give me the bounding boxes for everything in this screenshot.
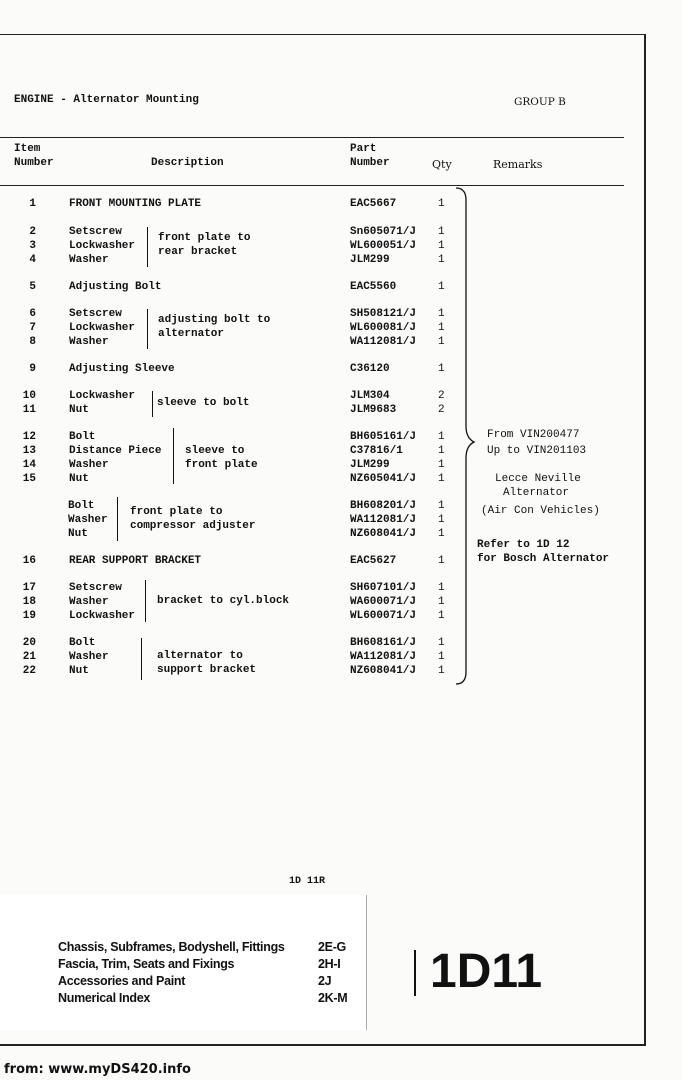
quantity: 1: [438, 198, 445, 210]
part-number: JLM299: [350, 459, 390, 471]
item-number: 1: [29, 198, 36, 210]
remark-text: (Air Con Vehicles): [481, 505, 600, 517]
col-part-2: Number: [350, 157, 390, 169]
group-note: alternator to: [157, 650, 243, 662]
item-description: Adjusting Sleeve: [69, 363, 175, 375]
col-item-1: Item: [14, 143, 41, 155]
table-row: [0, 473, 470, 487]
col-description: Description: [151, 157, 224, 169]
part-number: BH605161/J: [350, 431, 417, 443]
part-number: WL600051/J: [350, 240, 417, 252]
part-number: JLM9683: [350, 404, 397, 416]
part-number: WL600081/J: [350, 322, 417, 334]
item-number: 10: [22, 390, 36, 402]
item-description: Lockwasher: [69, 610, 136, 622]
quantity: 1: [438, 514, 445, 526]
group-note: front plate to: [130, 506, 223, 518]
header-rule-bottom: [0, 185, 624, 186]
item-description: Washer: [69, 459, 109, 471]
part-number: WL600071/J: [350, 610, 417, 622]
table-row: [0, 281, 470, 295]
item-description: Bolt: [69, 431, 96, 443]
part-number: Sn605071/J: [350, 226, 417, 238]
part-number: NZ605041/J: [350, 473, 417, 485]
item-description: Washer: [69, 254, 109, 266]
part-number: WA112081/J: [350, 336, 417, 348]
quantity: 1: [438, 651, 445, 663]
group-bar: [152, 391, 153, 417]
quantity: 1: [438, 637, 445, 649]
item-number: 22: [22, 665, 36, 677]
item-number: 13: [22, 445, 36, 457]
table-row: [0, 555, 470, 569]
item-number: 19: [22, 610, 36, 622]
footer-index-code: 2E-G: [318, 940, 346, 954]
quantity: 1: [438, 459, 445, 471]
group-note: support bracket: [157, 664, 257, 676]
page-title: ENGINE - Alternator Mounting: [14, 94, 199, 106]
remark-text: Alternator: [503, 487, 570, 499]
item-number: 15: [22, 473, 36, 485]
group-note: front plate to: [158, 232, 251, 244]
table-row: [0, 431, 470, 445]
item-number: 12: [22, 431, 36, 443]
group-bar: [147, 227, 148, 267]
group-note: compressor adjuster: [130, 520, 256, 532]
group-note: alternator: [158, 328, 225, 340]
item-number: 4: [29, 254, 36, 266]
item-number: 16: [22, 555, 36, 567]
table-row: [0, 336, 470, 350]
part-number: WA112081/J: [350, 514, 417, 526]
remark-text: From VIN200477: [487, 429, 580, 441]
part-number: SH607101/J: [350, 582, 417, 594]
item-number: 17: [22, 582, 36, 594]
part-number: C36120: [350, 363, 390, 375]
part-number: BH608161/J: [350, 637, 417, 649]
item-description: Lockwasher: [69, 240, 136, 252]
item-description: Lockwasher: [69, 322, 136, 334]
part-number: WA600071/J: [350, 596, 417, 608]
remark-text: Refer to 1D 12: [477, 539, 570, 551]
quantity: 1: [438, 322, 445, 334]
table-row: [0, 500, 470, 514]
part-number: EAC5627: [350, 555, 397, 567]
part-number: WA112081/J: [350, 651, 417, 663]
col-item-2: Number: [14, 157, 54, 169]
group-bar: [173, 428, 174, 484]
table-row: [0, 637, 470, 651]
remarks-brace-icon: [452, 186, 476, 686]
quantity: 1: [438, 473, 445, 485]
item-description: Nut: [69, 473, 89, 485]
item-number: 20: [22, 637, 36, 649]
page-reference: 1D 11R: [289, 876, 326, 887]
quantity: 2: [438, 404, 445, 416]
quantity: 1: [438, 610, 445, 622]
part-number: BH608201/J: [350, 500, 417, 512]
group-bar: [145, 580, 146, 622]
part-number: JLM304: [350, 390, 390, 402]
part-number: SH508121/J: [350, 308, 417, 320]
item-description: Nut: [69, 665, 89, 677]
quantity: 1: [438, 555, 445, 567]
quantity: 1: [438, 445, 445, 457]
microfiche-code: 1D11: [430, 945, 543, 998]
item-description: FRONT MOUNTING PLATE: [69, 198, 202, 210]
item-description: Setscrew: [69, 582, 122, 594]
quantity: 1: [438, 308, 445, 320]
part-number: EAC5560: [350, 281, 397, 293]
source-credit: from: www.myDS420.info: [4, 1062, 191, 1077]
item-number: 5: [29, 281, 36, 293]
group-bar: [117, 497, 118, 541]
item-description: Setscrew: [69, 308, 122, 320]
item-number: 6: [29, 308, 36, 320]
quantity: 1: [438, 254, 445, 266]
footer-index-code: 2J: [318, 974, 332, 988]
quantity: 1: [438, 596, 445, 608]
col-remarks: Remarks: [493, 158, 543, 171]
quantity: 2: [438, 390, 445, 402]
item-number: 7: [29, 322, 36, 334]
footer-index-label: Numerical Index: [58, 991, 151, 1005]
table-row: [0, 610, 470, 624]
item-description: Washer: [69, 596, 109, 608]
footer-index-label: Fascia, Trim, Seats and Fixings: [58, 957, 235, 971]
quantity: 1: [438, 665, 445, 677]
item-number: 18: [22, 596, 36, 608]
footer-index-code: 2K-M: [318, 991, 348, 1005]
part-number: EAC5667: [350, 198, 397, 210]
group-note: adjusting bolt to: [158, 314, 271, 326]
page-frame-right: [644, 34, 646, 1044]
quantity: 1: [438, 431, 445, 443]
item-number: 8: [29, 336, 36, 348]
item-description: Bolt: [69, 637, 96, 649]
col-part-1: Part: [350, 143, 377, 155]
part-number: JLM299: [350, 254, 390, 266]
item-description: Bolt: [68, 500, 95, 512]
table-row: [0, 363, 470, 377]
quantity: 1: [438, 281, 445, 293]
quantity: 1: [438, 582, 445, 594]
quantity: 1: [438, 336, 445, 348]
item-number: 9: [29, 363, 36, 375]
page-frame-bottom: [0, 1044, 646, 1046]
item-description: Washer: [69, 651, 109, 663]
remark-text: for Bosch Alternator: [477, 553, 610, 565]
group-note: front plate: [185, 459, 258, 471]
item-description: REAR SUPPORT BRACKET: [69, 555, 202, 567]
group-bar: [141, 638, 142, 680]
group-bar: [147, 309, 148, 349]
quantity: 1: [438, 240, 445, 252]
quantity: 1: [438, 500, 445, 512]
group-note: bracket to cyl.block: [157, 595, 290, 607]
footer-index-label: Accessories and Paint: [58, 974, 186, 988]
part-number: NZ608041/J: [350, 665, 417, 677]
item-description: Lockwasher: [69, 390, 136, 402]
table-row: [0, 582, 470, 596]
item-description: Adjusting Bolt: [69, 281, 162, 293]
group-note: rear bracket: [158, 246, 238, 258]
header-rule-top: [0, 137, 624, 138]
item-description: Distance Piece: [69, 445, 162, 457]
footer-index-code: 2H-I: [318, 957, 341, 971]
item-number: 2: [29, 226, 36, 238]
part-number: C37816/1: [350, 445, 403, 457]
remark-text: Lecce Neville: [495, 473, 581, 485]
quantity: 1: [438, 226, 445, 238]
group-label: GROUP B: [514, 96, 566, 108]
code-divider: [414, 950, 416, 996]
item-number: 11: [22, 404, 36, 416]
footer-index-label: Chassis, Subframes, Bodyshell, Fittings: [58, 940, 285, 954]
group-note: sleeve to: [185, 445, 245, 457]
quantity: 1: [438, 363, 445, 375]
item-description: Nut: [68, 528, 88, 540]
page-frame-top: [0, 34, 644, 35]
quantity: 1: [438, 528, 445, 540]
item-number: 3: [29, 240, 36, 252]
item-description: Nut: [69, 404, 89, 416]
item-description: Washer: [69, 336, 109, 348]
item-number: 21: [22, 651, 36, 663]
part-number: NZ608041/J: [350, 528, 417, 540]
remark-text: Up to VIN201103: [487, 445, 587, 457]
item-description: Washer: [68, 514, 108, 526]
item-number: 14: [22, 459, 36, 471]
item-description: Setscrew: [69, 226, 122, 238]
col-qty: Qty: [432, 158, 452, 171]
table-row: [0, 198, 470, 212]
group-note: sleeve to bolt: [157, 397, 250, 409]
